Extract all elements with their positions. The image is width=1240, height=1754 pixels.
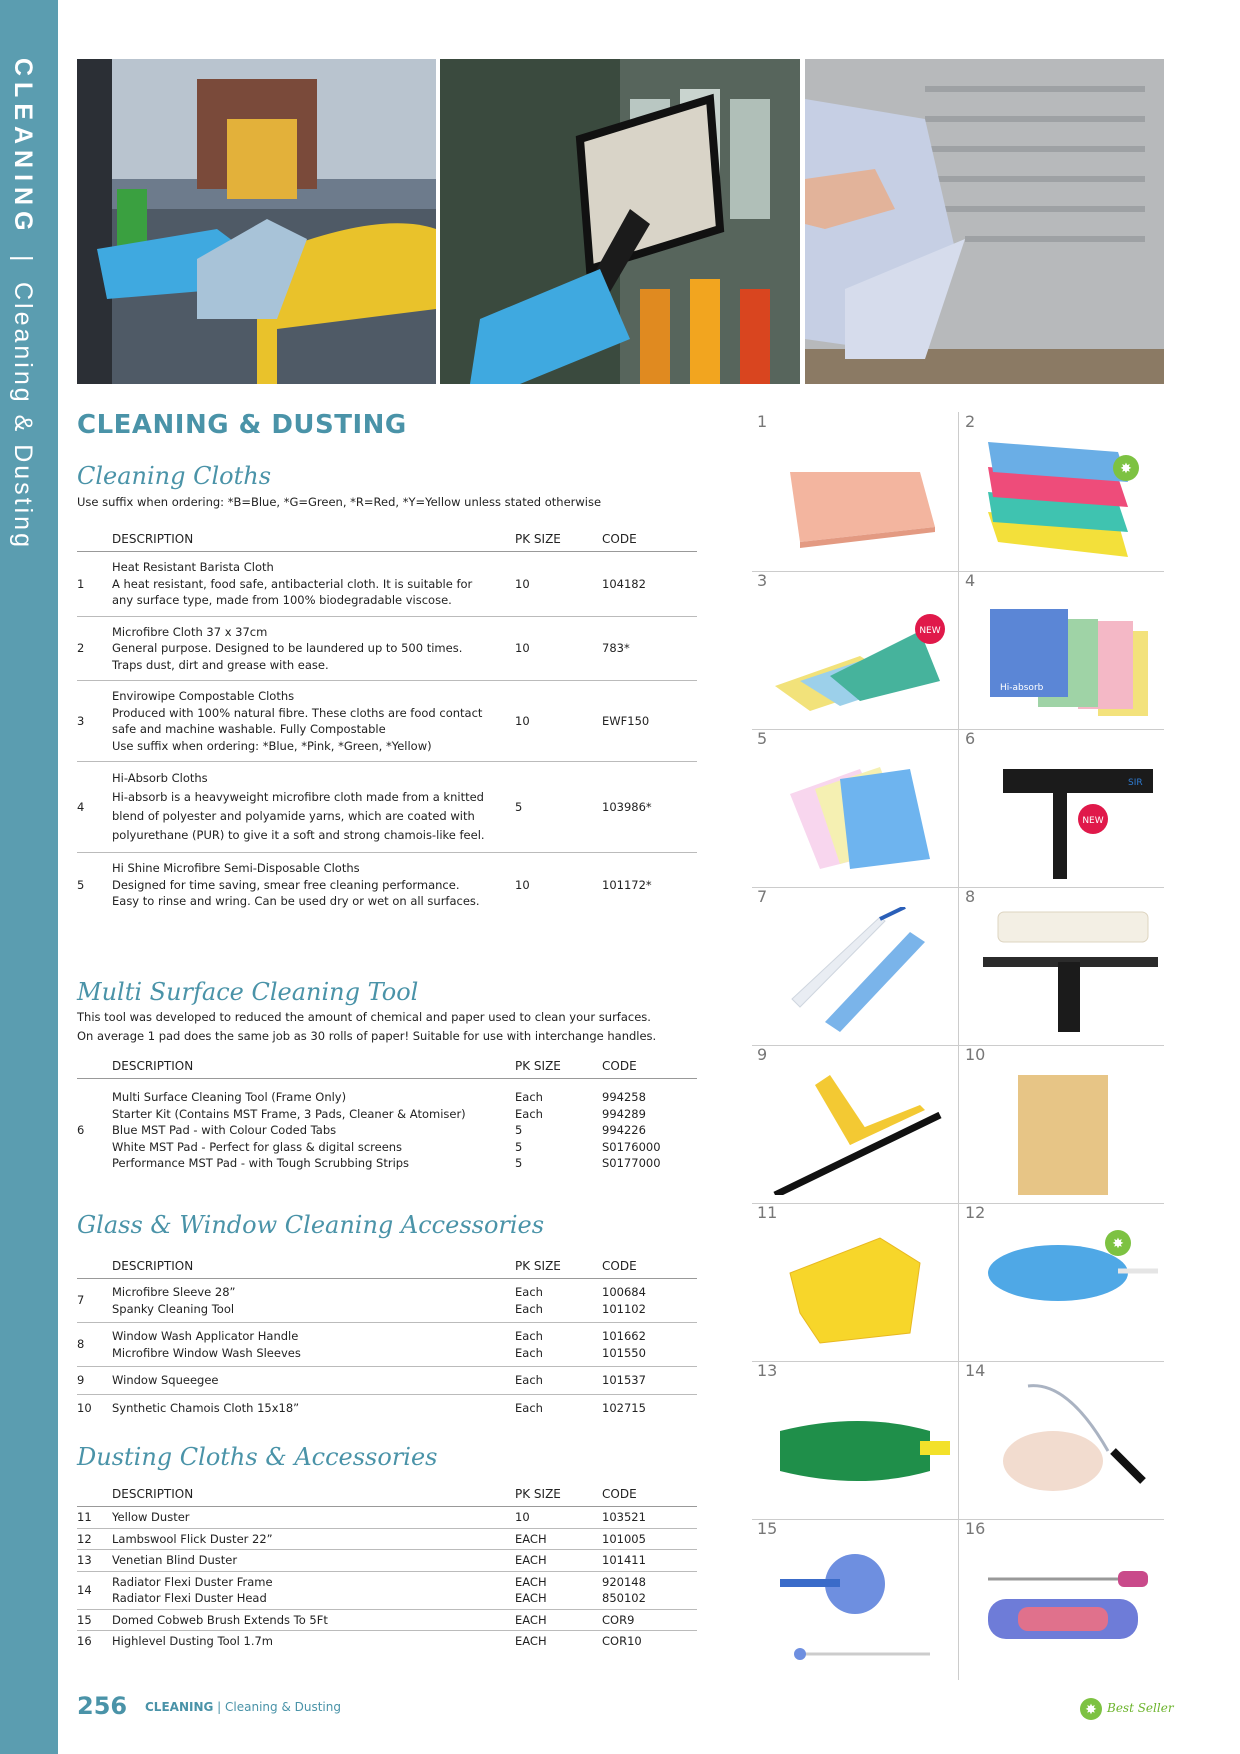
row-number: 5 — [77, 877, 85, 892]
col-pk-size: PK SIZE — [515, 1483, 602, 1507]
row-description — [112, 853, 515, 917]
multi-surface-note-line: This tool was developed to reduced the amount of chemical and paper used to clean your surfaces. — [77, 1010, 651, 1024]
row-pk-size — [515, 1367, 602, 1395]
product-description-line: General purpose. Designed to be laundered up to 500 times. — [112, 641, 463, 655]
svg-text:SIR: SIR — [1128, 778, 1143, 788]
item-pk-size: Each — [515, 1373, 543, 1387]
item-pk-size: Each — [515, 1400, 543, 1415]
row-code: 994226 — [602, 1123, 646, 1137]
row-number: 12 — [77, 1528, 112, 1550]
product-description-line: Hi-absorb is a heavyweight microfibre cloth made from a knitted — [112, 790, 484, 804]
section-heading-cleaning-cloths: Cleaning Cloths — [77, 462, 272, 490]
sidebar — [0, 0, 58, 1754]
row-number — [77, 1079, 112, 1106]
product-number: 10 — [965, 1045, 986, 1064]
product-title: Heat Resistant Barista Cloth — [112, 560, 274, 574]
row-number: 4 — [77, 762, 112, 853]
item-description: Domed Cobweb Brush Extends To 5Ft — [112, 1612, 328, 1627]
row-pk-size: Each — [515, 1106, 543, 1121]
item-description: Radiator Flexi Duster Head — [112, 1591, 267, 1605]
best-seller-legend: Best Seller — [1107, 1701, 1174, 1715]
item-code: COR9 — [602, 1612, 635, 1627]
row-code: S0176000 — [602, 1139, 661, 1154]
product-number: 6 — [965, 729, 976, 748]
item-code: 101005 — [602, 1531, 646, 1546]
row-code — [602, 1571, 697, 1609]
row-pk-size — [515, 1550, 602, 1572]
row-pk-size — [515, 1528, 602, 1550]
product-number: 16 — [965, 1519, 986, 1538]
product-image-16 — [960, 1519, 1165, 1676]
product-description-line: Easy to rinse and wring. Can be used dry or wet on all surfaces. — [112, 894, 480, 908]
cleaning-cloths-note: Use suffix when ordering: *B=Blue, *G=Green, *R=Red, *Y=Yellow unless stated otherwise — [77, 495, 602, 509]
item-pk-size: EACH — [515, 1634, 547, 1648]
row-description — [112, 1550, 515, 1572]
col-description: DESCRIPTION — [112, 528, 515, 552]
product-number: 7 — [757, 887, 768, 906]
row-pk-size — [515, 1279, 602, 1323]
product-image-5 — [752, 729, 957, 886]
product-number: 8 — [965, 887, 976, 906]
row-number: 10 — [77, 1400, 92, 1415]
row-description — [112, 552, 515, 617]
sidebar-label — [8, 58, 37, 550]
row-code — [602, 1323, 697, 1367]
table-header — [77, 1255, 697, 1279]
row-code — [602, 1394, 697, 1421]
col-pk-size: PK SIZE — [515, 1255, 602, 1279]
row-description: Blue MST Pad - with Colour Coded Tabs — [112, 1123, 337, 1137]
product-image-1 — [752, 412, 957, 569]
product-number: 9 — [757, 1045, 768, 1064]
row-pk-size — [515, 1571, 602, 1609]
svg-text:Hi-absorb: Hi-absorb — [1000, 683, 1044, 693]
row-description — [112, 1528, 515, 1550]
row-number — [77, 1155, 112, 1172]
product-image-2 — [960, 412, 1165, 569]
row-pk-size — [515, 1394, 602, 1421]
row-number: 11 — [77, 1507, 112, 1529]
item-description: Window Wash Applicator Handle — [112, 1329, 299, 1343]
product-image-10 — [960, 1045, 1165, 1202]
product-number: 1 — [757, 412, 768, 431]
table-row — [77, 853, 697, 917]
item-code: COR10 — [602, 1634, 642, 1648]
svg-text:NEW: NEW — [919, 626, 941, 636]
product-number: 3 — [757, 571, 768, 590]
product-description-line: Produced with 100% natural fibre. These cloths are food contact — [112, 705, 483, 720]
product-image-4 — [960, 571, 1165, 728]
col-pk-size: PK SIZE — [515, 528, 602, 552]
row-code: 104182 — [602, 552, 697, 617]
row-number: 7 — [77, 1279, 112, 1323]
row-description — [112, 1609, 515, 1631]
row-pk-size: 5 — [515, 1156, 523, 1170]
row-number: 1 — [77, 552, 112, 617]
row-description — [112, 1367, 515, 1395]
row-code: 101172* — [602, 877, 652, 892]
dusting-table — [77, 1483, 697, 1652]
item-description: Microfibre Window Wash Sleeves — [112, 1345, 301, 1360]
item-code: 103521 — [602, 1510, 646, 1524]
grid-divider — [958, 412, 959, 1680]
product-image-14 — [960, 1361, 1165, 1518]
row-pk-size: 5 — [515, 762, 602, 853]
product-description-line: safe and machine washable. Fully Compostable — [112, 722, 386, 736]
product-number: 12 — [965, 1203, 986, 1222]
multi-surface-note — [77, 1008, 656, 1046]
item-description: Microfibre Sleeve 28” — [112, 1285, 236, 1299]
item-code: 101411 — [602, 1553, 646, 1567]
product-title: Hi-Absorb Cloths — [112, 771, 208, 785]
product-image-15 — [752, 1519, 957, 1676]
footer-section: CLEANING | Cleaning & Dusting — [145, 1700, 341, 1714]
item-pk-size: EACH — [515, 1531, 547, 1546]
col-pk-size: PK SIZE — [515, 1055, 602, 1079]
product-image-9 — [752, 1045, 957, 1202]
product-title: Microfibre Cloth 37 x 37cm — [112, 624, 268, 639]
section-heading-dusting: Dusting Cloths & Accessories — [77, 1443, 438, 1471]
row-description: White MST Pad - Perfect for glass & digital screens — [112, 1139, 403, 1154]
row-pk-size — [515, 1609, 602, 1631]
item-pk-size: EACH — [515, 1553, 547, 1567]
photo-hi-absorb-sink — [805, 59, 1164, 384]
row-number: 15 — [77, 1609, 112, 1631]
svg-text:NEW: NEW — [1082, 816, 1104, 826]
item-pk-size: 10 — [515, 1510, 530, 1524]
table-row — [77, 1139, 697, 1156]
item-description: Synthetic Chamois Cloth 15x18” — [112, 1400, 300, 1415]
row-pk-size: 10 — [515, 552, 602, 617]
row-code — [602, 1631, 697, 1652]
item-pk-size: EACH — [515, 1591, 547, 1605]
product-image-7 — [752, 887, 957, 1044]
row-description — [112, 616, 515, 681]
product-number: 4 — [965, 571, 976, 590]
row-code — [602, 1609, 697, 1631]
item-pk-size: Each — [515, 1329, 543, 1343]
table-row — [77, 616, 697, 681]
col-code: CODE — [602, 528, 697, 552]
item-description: Venetian Blind Duster — [112, 1553, 238, 1567]
item-code: 101102 — [602, 1301, 646, 1316]
product-image-12 — [960, 1203, 1165, 1360]
row-number: 8 — [77, 1323, 112, 1367]
row-description — [112, 681, 515, 762]
table-row — [77, 1571, 697, 1609]
item-code: 101550 — [602, 1345, 646, 1360]
item-code: 101537 — [602, 1373, 646, 1387]
item-description: Spanky Cleaning Tool — [112, 1301, 235, 1316]
glass-window-table — [77, 1255, 697, 1421]
row-pk-size — [515, 1507, 602, 1529]
item-code: 850102 — [602, 1591, 646, 1605]
table-row — [77, 552, 697, 617]
table-row — [77, 1106, 697, 1123]
table-header — [77, 528, 697, 552]
row-description: Multi Surface Cleaning Tool (Frame Only) — [112, 1090, 347, 1104]
svg-text:✸: ✸ — [1112, 1236, 1124, 1252]
row-code: 994258 — [602, 1090, 646, 1104]
product-image-3 — [752, 571, 957, 728]
table-row — [77, 1631, 697, 1652]
row-description: Starter Kit (Contains MST Frame, 3 Pads, Cleaner & Atomiser) — [112, 1106, 466, 1121]
product-number: 15 — [757, 1519, 778, 1538]
row-description: Performance MST Pad - with Tough Scrubbing Strips — [112, 1156, 410, 1170]
section-heading-glass-window: Glass & Window Cleaning Accessories — [77, 1211, 545, 1239]
row-number: 13 — [77, 1550, 112, 1572]
row-code — [602, 1528, 697, 1550]
product-image-11 — [752, 1203, 957, 1360]
table-header — [77, 1055, 697, 1079]
product-title: Envirowipe Compostable Cloths — [112, 689, 295, 703]
row-pk-size: 5 — [515, 1139, 523, 1154]
product-number: 13 — [757, 1361, 778, 1380]
table-row — [77, 1507, 697, 1529]
product-image-6 — [960, 729, 1165, 886]
table-row — [77, 1079, 697, 1106]
row-pk-size: 5 — [515, 1123, 523, 1137]
row-number: 14 — [77, 1571, 112, 1609]
row-number: 9 — [77, 1367, 112, 1395]
row-number — [77, 1106, 112, 1123]
row-pk-size — [515, 1631, 602, 1652]
item-code: 101662 — [602, 1329, 646, 1343]
product-description-line: Designed for time saving, smear free cleaning performance. — [112, 877, 460, 892]
item-pk-size: Each — [515, 1345, 543, 1360]
product-number: 2 — [965, 412, 976, 431]
row-description — [112, 1571, 515, 1609]
table-row — [77, 1367, 697, 1395]
row-pk-size: 10 — [515, 681, 602, 762]
product-number: 14 — [965, 1361, 986, 1380]
sidebar-subsection: Cleaning & Dusting — [9, 281, 37, 550]
table-row — [77, 762, 697, 853]
multi-surface-table — [77, 1055, 697, 1172]
row-number: 6 — [77, 1123, 85, 1137]
row-pk-size — [515, 1323, 602, 1367]
svg-text:✸: ✸ — [1085, 1702, 1097, 1718]
item-pk-size: EACH — [515, 1612, 547, 1627]
svg-text:✸: ✸ — [1120, 461, 1132, 477]
item-pk-size: EACH — [515, 1574, 547, 1589]
table-row — [77, 1323, 697, 1367]
row-description — [112, 1631, 515, 1652]
table-row — [77, 1550, 697, 1572]
table-row — [77, 1122, 697, 1139]
product-description-line: Traps dust, dirt and grease with ease. — [112, 657, 329, 672]
row-code — [602, 1550, 697, 1572]
table-row — [77, 1609, 697, 1631]
row-code — [602, 1279, 697, 1323]
table-row — [77, 1394, 697, 1421]
table-row — [77, 1279, 697, 1323]
table-row — [77, 681, 697, 762]
product-number: 5 — [757, 729, 768, 748]
table-row — [77, 1528, 697, 1550]
item-code: 102715 — [602, 1400, 646, 1415]
table-row — [77, 1155, 697, 1172]
item-code: 100684 — [602, 1285, 646, 1299]
col-description: DESCRIPTION — [112, 1255, 515, 1279]
table-header — [77, 1483, 697, 1507]
item-code: 920148 — [602, 1574, 646, 1589]
row-number: 3 — [77, 681, 112, 762]
product-number: 11 — [757, 1203, 778, 1222]
photo-sir-tool-glass — [440, 59, 800, 384]
product-title: Hi Shine Microfibre Semi-Disposable Cloths — [112, 861, 360, 875]
item-description: Yellow Duster — [112, 1510, 190, 1524]
row-code — [602, 1507, 697, 1529]
row-description — [112, 1279, 515, 1323]
row-code: 783* — [602, 616, 697, 681]
item-pk-size: Each — [515, 1285, 543, 1299]
row-pk-size: 10 — [515, 877, 530, 892]
row-code: 994289 — [602, 1106, 646, 1121]
product-description-line: Use suffix when ordering: *Blue, *Pink, *Green, *Yellow) — [112, 738, 432, 753]
item-description: Highlevel Dusting Tool 1.7m — [112, 1634, 273, 1648]
col-code: CODE — [602, 1055, 697, 1079]
product-description-line: any surface type, made from 100% biodegradable viscose. — [112, 593, 452, 607]
col-description: DESCRIPTION — [112, 1483, 515, 1507]
row-code: 103986* — [602, 762, 697, 853]
row-description — [112, 1507, 515, 1529]
row-code — [602, 1367, 697, 1395]
product-image-13 — [752, 1361, 957, 1518]
product-description-line: blend of polyester and polyamide yarns, which are coated with — [112, 809, 475, 823]
row-pk-size: 10 — [515, 616, 602, 681]
multi-surface-note-line: On average 1 pad does the same job as 30 rolls of paper! Suitable for use with interchange handles. — [77, 1029, 657, 1043]
row-number: 2 — [77, 616, 112, 681]
product-image-8 — [960, 887, 1165, 1044]
row-description — [112, 1394, 515, 1421]
item-description: Radiator Flexi Duster Frame — [112, 1574, 273, 1589]
sidebar-separator: | — [9, 254, 37, 265]
photo-train-railing — [77, 59, 436, 384]
row-description — [112, 762, 515, 853]
item-description: Lambswool Flick Duster 22” — [112, 1531, 273, 1546]
row-number — [77, 1139, 112, 1156]
page-number: 256 — [77, 1692, 128, 1720]
col-description: DESCRIPTION — [112, 1055, 515, 1079]
product-description-line: polyurethane (PUR) to give it a soft and strong chamois-like feel. — [112, 828, 485, 842]
cleaning-cloths-table — [77, 528, 697, 917]
row-code: S0177000 — [602, 1156, 661, 1170]
item-pk-size: Each — [515, 1301, 543, 1316]
product-description-line: A heat resistant, food safe, antibacterial cloth. It is suitable for — [112, 576, 473, 591]
col-code: CODE — [602, 1255, 697, 1279]
sidebar-section: CLEANING — [9, 58, 37, 237]
section-heading-multi-surface: Multi Surface Cleaning Tool — [77, 978, 419, 1006]
row-description — [112, 1323, 515, 1367]
col-code: CODE — [602, 1483, 697, 1507]
page-heading: CLEANING & DUSTING — [77, 410, 407, 440]
item-description: Window Squeegee — [112, 1373, 219, 1387]
row-pk-size: Each — [515, 1090, 543, 1104]
row-number: 16 — [77, 1634, 92, 1648]
row-code: EWF150 — [602, 681, 697, 762]
best-seller-icon — [1080, 1698, 1102, 1720]
